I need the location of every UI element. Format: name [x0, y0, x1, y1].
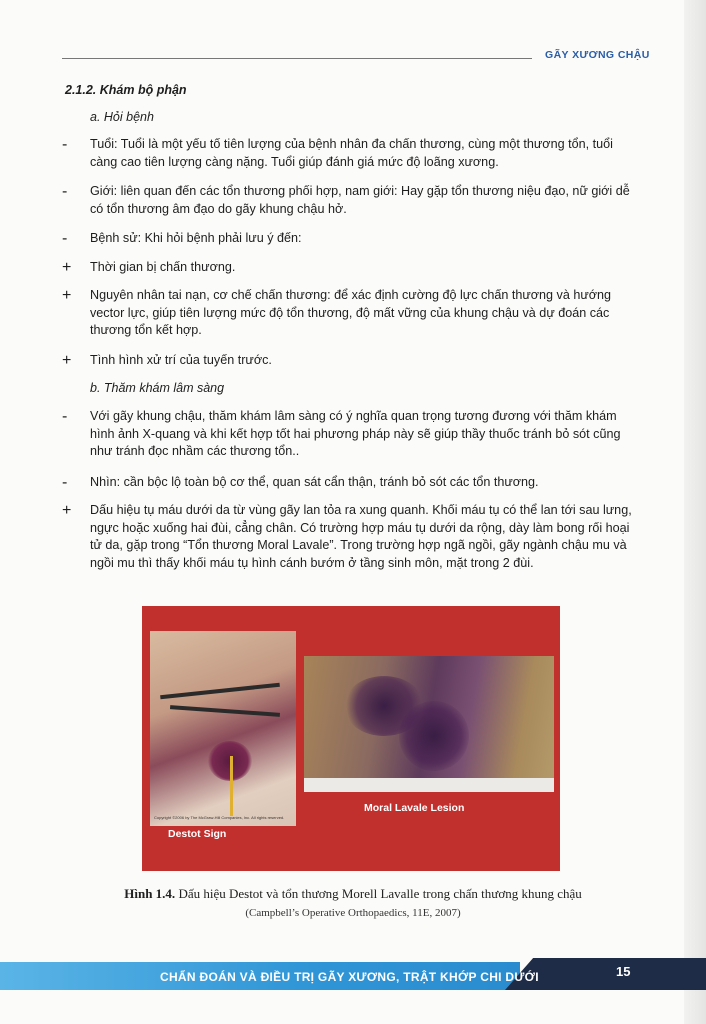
list-item-text: Nguyên nhân tai nạn, cơ chế chấn thương: để xác định cường độ lực chấn thương và hướng vector lực, giúp tiên lượng mức độ tổn thương, độ mất vững của khung chậu và dự đoán các thương tổn kết hợp. — [90, 288, 612, 337]
list-item-text: Với gãy khung chậu, thăm khám lâm sàng có ý nghĩa quan trọng tương đương với thăm khám hình ảnh X-quang và khi kết hợp tốt hai phương pháp này sẽ giúp thầy thuốc tránh bỏ sót cũng như tránh đọc nhầm các thương tổn.. — [90, 409, 621, 458]
section-title: 2.1.2. Khám bộ phận — [65, 83, 187, 97]
bruise-area — [399, 701, 469, 771]
moral-lavale-label: Moral Lavale Lesion — [364, 802, 465, 814]
figure-number: Hình 1.4. — [124, 886, 176, 901]
list-item-text: Bệnh sử: Khi hỏi bệnh phải lưu ý đến: — [90, 231, 302, 245]
figure-caption-text: Dấu hiệu Destot và tổn thương Morell Lavalle trong chấn thương khung chậu — [175, 886, 582, 901]
external-fixator-rod — [170, 705, 280, 717]
subsection-b-title: b. Thăm khám lâm sàng — [90, 381, 225, 395]
list-item-text: Giới: liên quan đến các tổn thương phối hợp, nam giới: Hay gặp tổn thương niệu đạo, nữ giới dễ có tổn thương âm đạo do gãy khung chậu hở. — [90, 184, 630, 216]
destot-sign-photo — [150, 631, 296, 826]
figure-source: (Campbell’s Operative Orthopaedics, 11E, 2007) — [245, 907, 461, 919]
external-fixator-rod — [160, 683, 280, 700]
photo-copyright: Copyright ©2006 by The McGraw-Hill Companies, Inc. All rights reserved. — [154, 815, 285, 820]
list-item-text: Tình hình xử trí của tuyến trước. — [90, 353, 272, 367]
page-edge-shadow — [684, 0, 706, 1024]
header-rule — [62, 58, 532, 59]
list-item-text: Tuổi: Tuổi là một yếu tố tiên lượng của bệnh nhân đa chấn thương, cùng một thương tổn, tuổi càng cao tiên lượng càng nặng. Tuổi giúp đánh giá mức độ loãng xương. — [90, 137, 613, 169]
list-marker: - — [62, 474, 68, 491]
list-marker: + — [62, 502, 72, 519]
subsection-a-title: a. Hỏi bệnh — [90, 110, 154, 124]
list-marker: + — [62, 352, 72, 369]
running-header: GÃY XƯƠNG CHẬU — [545, 49, 650, 61]
moral-lavale-photo — [304, 656, 554, 782]
list-marker: - — [62, 136, 68, 153]
list-marker: + — [62, 259, 72, 276]
list-marker: + — [62, 287, 72, 304]
list-item-text: Thời gian bị chấn thương. — [90, 260, 236, 274]
figure-caption — [0, 886, 706, 902]
destot-label: Destot Sign — [168, 828, 227, 840]
list-marker: - — [62, 183, 68, 200]
list-marker: - — [62, 230, 68, 247]
bed-sheet — [304, 778, 554, 792]
page-number: 15 — [616, 964, 631, 979]
catheter-tube — [230, 756, 233, 816]
list-item-text: Dấu hiệu tụ máu dưới da từ vùng gãy lan tỏa ra xung quanh. Khối máu tụ có thể lan tới sau lưng, ngực hoặc xuống hai đùi, cẳng chân. Có trường hợp máu tụ dưới da rộng, dày làm bong rối hoại tử da, gặp trong “Tổn thương Moral Lavale”. Trong trường hợp ngã ngồi, gãy ngành chậu mu và ngồi mu thì thấy khối máu tụ hình cánh bướm ở tầng sinh môn, mặt trong 2 đùi. — [90, 503, 632, 570]
footer-book-title: CHẨN ĐOÁN VÀ ĐIỀU TRỊ GÃY XƯƠNG, TRẬT KHỚP CHI DƯỚI — [160, 970, 539, 984]
list-item-text: Nhìn: cần bộc lộ toàn bộ cơ thể, quan sát cẩn thận, tránh bỏ sót các tổn thương. — [90, 475, 539, 489]
figure-panel — [142, 606, 560, 871]
list-marker: - — [62, 408, 68, 425]
